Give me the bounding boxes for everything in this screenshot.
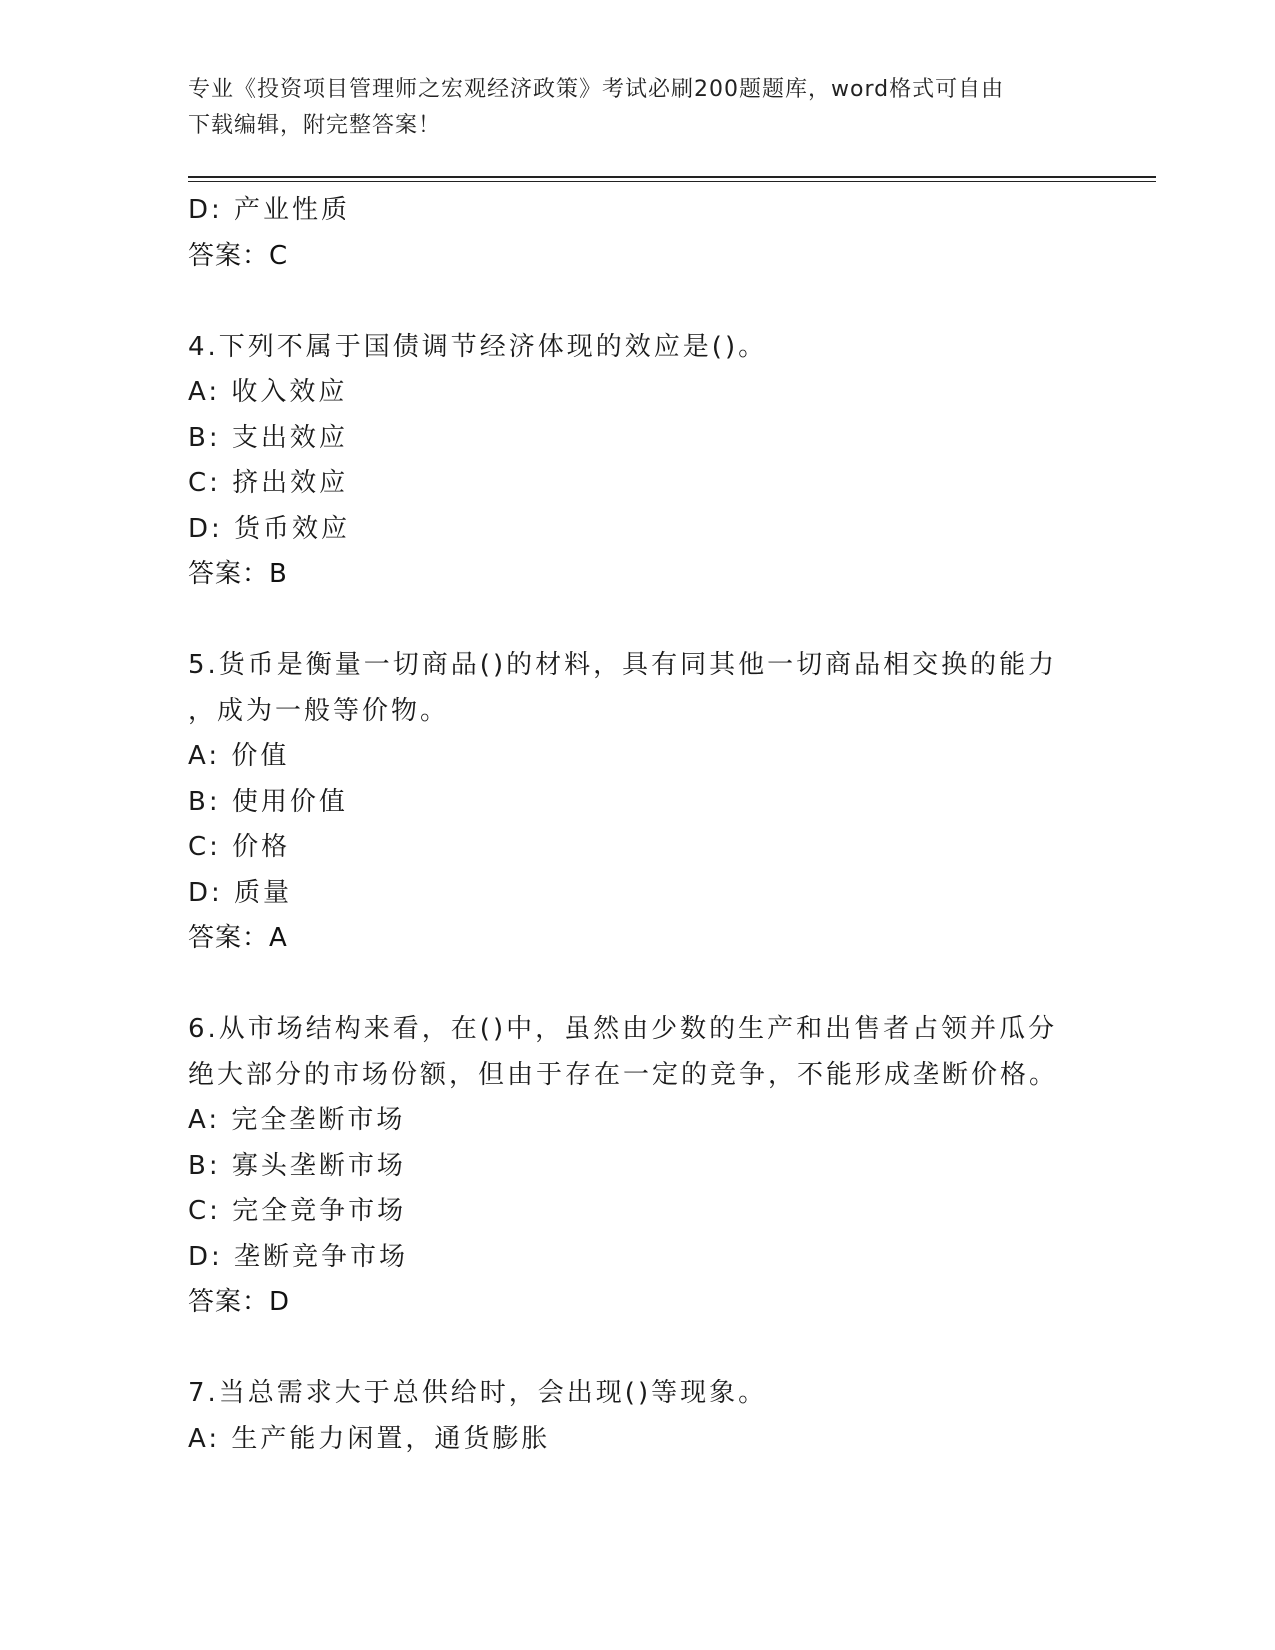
- spacer: [188, 962, 1088, 1008]
- header-title-line-2: 下载编辑，附完整答案！: [188, 113, 442, 138]
- question-stem-line: 6.从市场结构来看，在()中，虽然由少数的生产和出售者占领并瓜分: [188, 1014, 1058, 1044]
- question-stem: [188, 325, 1088, 371]
- header-title-line-1: 专业《投资项目管理师之宏观经济政策》考试必刷200题题库，word格式可自由: [188, 77, 1005, 102]
- question-stem-line: 7.当总需求大于总供给时，会出现()等现象。: [188, 1378, 768, 1408]
- option-a: A: 收入效应: [188, 377, 348, 407]
- option-b: B: 使用价值: [188, 786, 348, 817]
- option-c: C: 价格: [188, 832, 291, 862]
- question-stem: [188, 1371, 1088, 1417]
- option-d: D: 垄断竞争市场: [188, 1241, 409, 1272]
- question-4: [188, 325, 1088, 598]
- question-5: [188, 643, 1088, 962]
- document-header: [188, 72, 1068, 144]
- option-c: C: 完全竞争市场: [188, 1196, 407, 1226]
- question-stem: [188, 643, 1088, 734]
- option-a: A: 价值: [188, 741, 290, 771]
- question-stem-line: ，成为一般等价物。: [188, 695, 450, 726]
- option-c: C: 挤出效应: [188, 468, 349, 498]
- answer: 答案：A: [188, 923, 288, 953]
- question-7: [188, 1371, 1088, 1462]
- question-list: [188, 188, 1088, 1462]
- question-stem-line: 绝大部分的市场份额，但由于存在一定的竞争，不能形成垄断价格。: [188, 1059, 1059, 1090]
- option-b: B: 支出效应: [188, 422, 348, 453]
- question-stem-line: 4.下列不属于国债调节经济体现的效应是()。: [188, 331, 768, 362]
- option-d: D: 质量: [188, 877, 293, 908]
- spacer: [188, 279, 1088, 325]
- header-divider-thin: [188, 181, 1156, 182]
- question-3-tail: [188, 188, 1088, 279]
- spacer: [188, 598, 1088, 644]
- answer: 答案：B: [188, 559, 288, 589]
- answer: 答案：D: [188, 1287, 291, 1317]
- question-6: [188, 1007, 1088, 1326]
- option-d: D: 产业性质: [188, 195, 351, 225]
- question-stem: [188, 1007, 1088, 1098]
- option-b: B: 寡头垄断市场: [188, 1150, 406, 1181]
- answer: 答案：C: [188, 240, 289, 271]
- option-a: A: 完全垄断市场: [188, 1105, 406, 1135]
- option-a: A: 生产能力闲置，通货膨胀: [188, 1423, 551, 1454]
- spacer: [188, 1326, 1088, 1372]
- question-stem-line: 5.货币是衡量一切商品()的材料，具有同其他一切商品相交换的能力: [188, 650, 1058, 680]
- option-d: D: 货币效应: [188, 513, 351, 544]
- header-divider-thick: [188, 176, 1156, 178]
